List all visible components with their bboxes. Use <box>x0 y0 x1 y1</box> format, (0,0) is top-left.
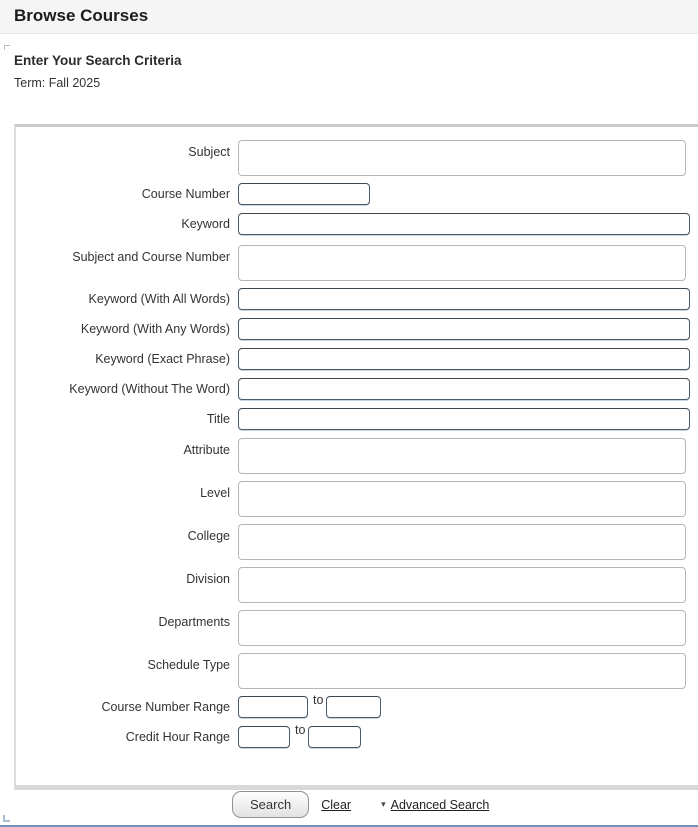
search-button[interactable]: Search <box>232 791 309 818</box>
field-label-subject: Subject <box>188 145 230 159</box>
field-label-keyword-exact-phrase: Keyword (Exact Phrase) <box>95 351 230 366</box>
credit-hour-range-to-input[interactable] <box>308 726 361 748</box>
form-field-row <box>16 610 690 646</box>
footer-actions <box>232 791 489 818</box>
field-label-keyword-with-any-words: Keyword (With Any Words) <box>80 321 230 336</box>
attribute-input[interactable] <box>238 438 686 474</box>
level-input[interactable] <box>238 481 686 517</box>
form-field-row <box>16 481 690 517</box>
chevron-down-icon: ▾ <box>381 799 386 809</box>
advanced-search-toggle[interactable] <box>381 798 489 812</box>
range-to-label: to <box>295 723 306 737</box>
course-number-range-row <box>16 693 690 718</box>
keyword-with-any-words-input[interactable] <box>238 318 690 340</box>
field-label-keyword-without-the-word: Keyword (Without The Word) <box>69 381 230 396</box>
search-form-panel <box>14 124 698 790</box>
form-field-row <box>16 213 690 235</box>
advanced-search-link[interactable]: Advanced Search <box>390 797 490 812</box>
field-label-attribute: Attribute <box>183 443 230 457</box>
field-label-course-number-range: Course Number Range <box>101 700 230 714</box>
clear-link[interactable]: Clear <box>321 797 352 812</box>
college-input[interactable] <box>238 524 686 560</box>
page-title: Browse Courses <box>14 6 149 25</box>
credit-hour-range-from-input[interactable] <box>238 726 290 748</box>
field-label-keyword-with-all-words: Keyword (With All Words) <box>88 291 230 306</box>
subject-input[interactable] <box>238 140 686 176</box>
page-header <box>0 0 698 34</box>
course-number-input[interactable] <box>238 183 370 205</box>
keyword-with-all-words-input[interactable] <box>238 288 690 310</box>
form-field-row <box>16 567 690 603</box>
corner-artifact-bottom <box>3 815 10 822</box>
form-field-row <box>16 524 690 560</box>
subject-and-course-number-input[interactable] <box>238 245 686 281</box>
corner-artifact-top <box>4 45 10 50</box>
field-label-schedule-type: Schedule Type <box>147 658 230 672</box>
keyword-input[interactable] <box>238 213 690 235</box>
form-field-row <box>16 348 690 370</box>
course-number-range-from-input[interactable] <box>238 696 308 718</box>
form-field-row <box>16 378 690 400</box>
form-field-row <box>16 408 690 430</box>
field-label-title: Title <box>206 411 230 426</box>
field-label-credit-hour-range: Credit Hour Range <box>125 730 230 744</box>
form-field-row <box>16 140 690 176</box>
field-label-subject-and-course-number: Subject and Course Number <box>72 250 230 264</box>
field-label-level: Level <box>200 486 230 500</box>
course-number-range-to-input[interactable] <box>326 696 381 718</box>
range-to-label: to <box>313 693 324 707</box>
field-label-course-number: Course Number <box>141 186 230 201</box>
form-field-row <box>16 245 690 281</box>
schedule-type-input[interactable] <box>238 653 686 689</box>
keyword-exact-phrase-input[interactable] <box>238 348 690 370</box>
field-label-departments: Departments <box>158 615 230 629</box>
division-input[interactable] <box>238 567 686 603</box>
field-label-keyword: Keyword <box>181 216 230 231</box>
form-field-row <box>16 438 690 474</box>
credit-hour-range-row <box>16 723 690 748</box>
form-field-row <box>16 183 690 205</box>
search-criteria-heading: Enter Your Search Criteria <box>14 53 182 68</box>
field-label-division: Division <box>186 572 230 586</box>
form-field-row <box>16 318 690 340</box>
keyword-without-the-word-input[interactable] <box>238 378 690 400</box>
form-field-row <box>16 653 690 689</box>
departments-input[interactable] <box>238 610 686 646</box>
field-label-college: College <box>187 529 230 543</box>
form-field-row <box>16 288 690 310</box>
term-text: Term: Fall 2025 <box>14 76 101 90</box>
title-input[interactable] <box>238 408 690 430</box>
